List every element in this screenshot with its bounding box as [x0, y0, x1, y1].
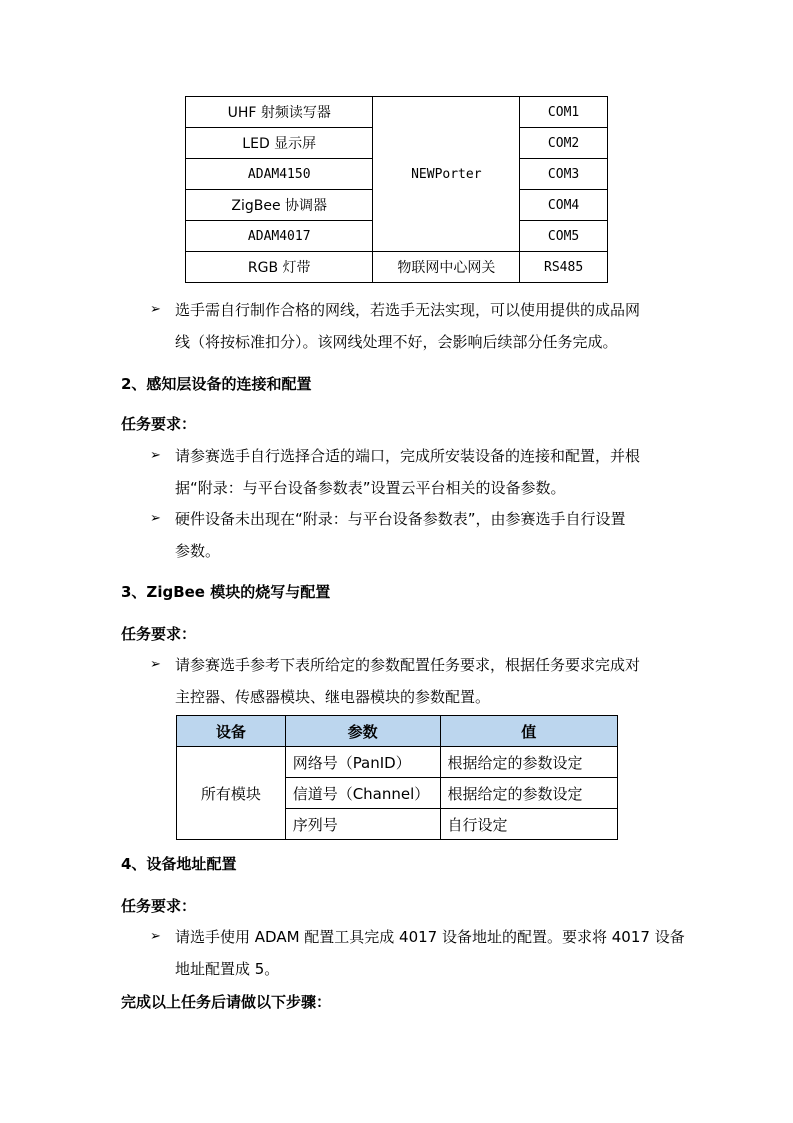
paragraph-line: 硬件设备未出现在“附录：与平台设备参数表”，由参赛选手自行设置: [175, 510, 626, 528]
table-cell-device: ADAM4150: [186, 159, 373, 190]
table-cell-port: COM3: [520, 159, 608, 190]
section-heading: 4、设备地址配置: [121, 855, 237, 873]
table-cell-port: COM2: [520, 128, 608, 159]
paragraph-line: 地址配置成 5。: [175, 960, 280, 978]
table-cell-value: 根据给定的参数设定: [440, 778, 618, 809]
table-header-cell: 设备: [177, 716, 286, 747]
paragraph-line: 参数。: [175, 542, 221, 560]
table-cell-gateway: 物联网中心网关: [373, 252, 520, 283]
task-requirement-label: 任务要求：: [121, 625, 197, 643]
table-row: [186, 252, 608, 283]
bullet-arrow-icon: ➢: [150, 302, 161, 317]
section-heading: 2、感知层设备的连接和配置: [121, 375, 312, 393]
table-cell-port: RS485: [520, 252, 608, 283]
paragraph-line: 据“附录：与平台设备参数表”设置云平台相关的设备参数。: [175, 479, 566, 497]
table-cell-port: COM1: [520, 97, 608, 128]
table-header-cell: 值: [440, 716, 618, 747]
table-header-row: [177, 716, 618, 747]
paragraph-line: 请选手使用 ADAM 配置工具完成 4017 设备地址的配置。要求将 4017 设备: [175, 928, 685, 946]
bullet-arrow-icon: ➢: [150, 929, 161, 944]
table-cell-param: 序列号: [285, 809, 440, 840]
table-cell-port: COM5: [520, 221, 608, 252]
table-cell-gateway: NEWPorter: [373, 97, 520, 252]
table-cell-param: 网络号（PanID）: [285, 747, 440, 778]
table-header-cell: 参数: [285, 716, 440, 747]
bullet-arrow-icon: ➢: [150, 511, 161, 526]
table-cell-value: 根据给定的参数设定: [440, 747, 618, 778]
table-cell-param: 信道号（Channel）: [285, 778, 440, 809]
bullet-arrow-icon: ➢: [150, 657, 161, 672]
table-cell-port: COM4: [520, 190, 608, 221]
section-heading: 3、ZigBee 模块的烧写与配置: [121, 583, 331, 601]
paragraph-line: 线（将按标准扣分）。该网线处理不好，会影响后续部分任务完成。: [175, 333, 618, 351]
table-cell-device: ZigBee 协调器: [186, 190, 373, 221]
bullet-arrow-icon: ➢: [150, 448, 161, 463]
table-cell-device: ADAM4017: [186, 221, 373, 252]
table-row: [186, 97, 608, 128]
paragraph-line: 选手需自行制作合格的网线，若选手无法实现，可以使用提供的成品网: [175, 301, 641, 319]
paragraph-line: 请参赛选手自行选择合适的端口，完成所安装设备的连接和配置，并根: [175, 447, 641, 465]
table-cell-device: UHF 射频读写器: [186, 97, 373, 128]
paragraph-line: 主控器、传感器模块、继电器模块的参数配置。: [175, 688, 491, 706]
task-requirement-label: 任务要求：: [121, 897, 197, 915]
device-port-table: [185, 96, 608, 283]
table-cell-device: LED 显示屏: [186, 128, 373, 159]
table-cell-value: 自行设定: [440, 809, 618, 840]
table-cell-device: 所有模块: [177, 747, 286, 840]
zigbee-parameter-table: [176, 715, 618, 840]
closing-instruction: 完成以上任务后请做以下步骤：: [121, 993, 332, 1011]
task-requirement-label: 任务要求：: [121, 415, 197, 433]
table-row: [177, 747, 618, 778]
paragraph-line: 请参赛选手参考下表所给定的参数配置任务要求，根据任务要求完成对: [175, 656, 641, 674]
table-cell-device: RGB 灯带: [186, 252, 373, 283]
